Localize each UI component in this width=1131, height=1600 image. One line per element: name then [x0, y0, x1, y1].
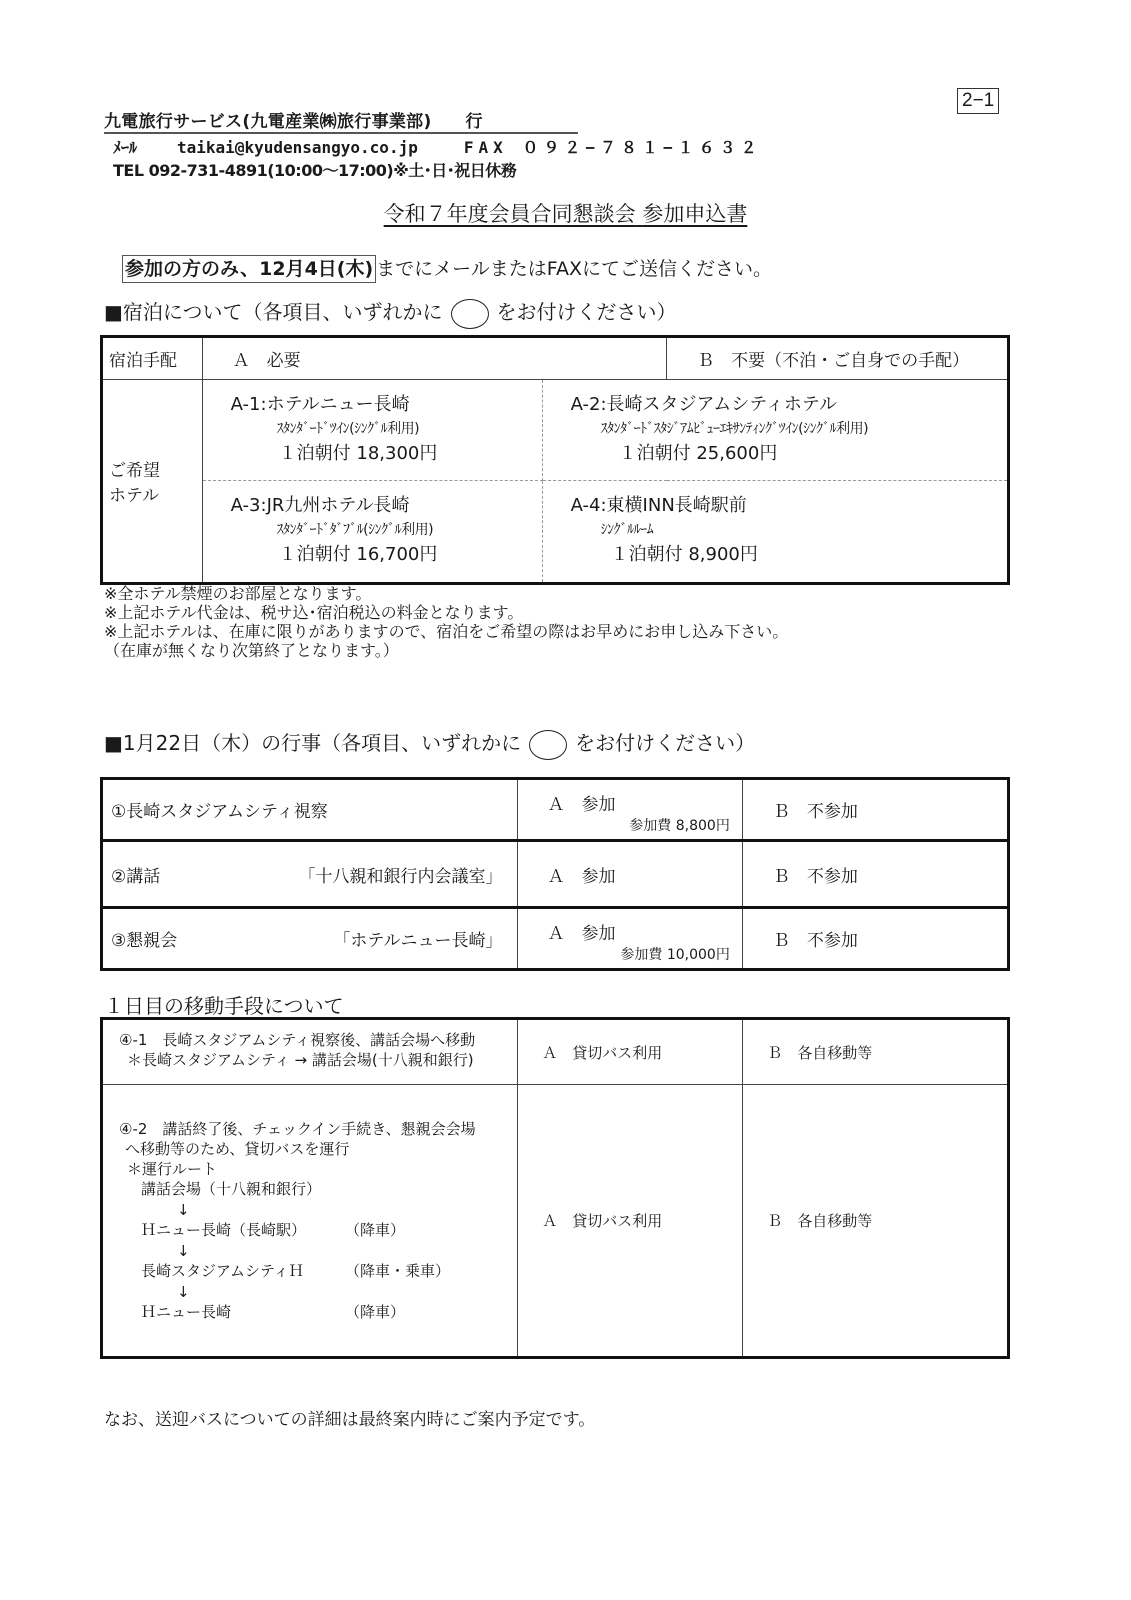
event-title: ②講話 — [111, 866, 161, 887]
option-a-label: Ａ 参加 — [547, 924, 616, 944]
hotel-label-line1: ご希望 — [109, 461, 160, 481]
event-option-a[interactable] — [517, 908, 742, 970]
hotel-name: A-4:東横INN長崎駅前 — [570, 495, 747, 516]
hotel-room: ｼﾝｸﾞﾙﾙｰﾑ — [600, 522, 654, 538]
note-line: ※全ホテル禁煙のお部屋となります。 — [104, 584, 372, 603]
hotel-name: A-2:長崎スタジアムシティホテル — [570, 394, 837, 415]
stop-name: 長崎スタジアムシティＨ — [141, 1262, 304, 1280]
route-stop — [141, 1179, 511, 1200]
lodging-heading-text-2: をお付けください） — [496, 300, 677, 324]
stop-action: （降車・乗車） — [345, 1262, 451, 1280]
event-name — [102, 841, 518, 908]
events-heading-text: ■1月22日（木）の行事（各項目、いずれかに — [104, 731, 522, 755]
transport-desc — [102, 1085, 518, 1358]
hotel-option[interactable] — [542, 380, 1008, 481]
stop-action: （降車） — [345, 1303, 406, 1321]
transport-desc-line: ＊長崎スタジアムシティ → 講話会場(十八親和銀行) — [127, 1051, 474, 1069]
lodging-heading-text: ■宿泊について（各項目、いずれかに — [104, 300, 443, 324]
lodging-notes — [104, 584, 788, 660]
page-title — [0, 198, 1131, 228]
events-heading-text-2: をお付けください） — [575, 731, 756, 755]
event-venue: 「ホテルニュー長崎」 — [333, 931, 503, 951]
event-venue: 「十八親和銀行内会議室」 — [298, 866, 503, 887]
fax-number: FAX ０９２−７８１−１６３２ — [463, 138, 762, 157]
footer-note: なお、送迎バスについての詳細は最終案内時にご案内予定です。 — [104, 1410, 596, 1430]
addressee-suffix: 行 — [465, 112, 483, 132]
hotel-room: ｽﾀﾝﾀﾞｰﾄﾞﾀﾞﾌﾞﾙ(ｼﾝｸﾞﾙ利用) — [276, 522, 434, 538]
route-stop — [141, 1302, 511, 1323]
title-main: 令和７年度会員合同懇談会 — [383, 202, 636, 226]
addressee-name: 九電旅行サービス(九電産業㈱旅行事業部) — [104, 112, 432, 132]
transport-desc — [102, 1019, 518, 1085]
stop-name: Ｈニュー長崎 — [141, 1303, 232, 1321]
arrow-down-icon: ↓ — [177, 1241, 190, 1260]
transport-option-b[interactable]: Ｂ 各自移動等 — [743, 1085, 1009, 1358]
option-a-label: Ａ 参加 — [547, 795, 616, 815]
route-stop — [141, 1220, 511, 1241]
lodging-heading — [104, 296, 677, 329]
note-line: （在庫が無くなり次第終了となります。） — [104, 641, 399, 660]
event-fee: 参加費 10,000円 — [620, 947, 730, 963]
hotel-option[interactable] — [202, 481, 542, 584]
event-option-b[interactable]: Ｂ 不参加 — [742, 779, 1008, 841]
stop-name: Ｈニュー長崎（長崎駅） — [141, 1221, 307, 1239]
arrow-down-icon: ↓ — [177, 1282, 190, 1301]
stop-name: 講話会場（十八親和銀行） — [141, 1180, 322, 1198]
deadline-boxed: 参加の方のみ、12月4日(木) — [122, 255, 376, 283]
arrangement-label: 宿泊手配 — [102, 337, 203, 380]
title-sub: 参加申込書 — [642, 202, 748, 226]
lodging-option-a[interactable]: Ａ 必要 — [202, 337, 666, 380]
lodging-table — [100, 335, 1010, 585]
event-option-a[interactable]: Ａ 参加 — [517, 841, 742, 908]
route-stop — [141, 1261, 511, 1282]
transport-desc-line: ④-1 長崎スタジアムシティ視察後、講話会場へ移動 — [119, 1031, 476, 1049]
hotel-price: １泊朝付 18,300円 — [278, 443, 438, 464]
hotel-price: １泊朝付 25,600円 — [618, 443, 778, 464]
mail-label: ﾒｰﾙ — [113, 138, 138, 157]
transport-option-a[interactable]: Ａ 貸切バス利用 — [518, 1085, 743, 1358]
transport-row — [102, 1085, 1009, 1358]
lodging-option-b[interactable]: Ｂ 不要（不泊・ご自身での手配） — [667, 337, 1009, 380]
event-option-b[interactable]: Ｂ 不参加 — [742, 841, 1008, 908]
stop-action: （降車） — [345, 1221, 406, 1239]
note-line: ※上記ホテル代金は、税サ込･宿泊税込の料金となります。 — [104, 603, 524, 622]
email-address[interactable]: taikai@kyudensangyo.co.jp — [177, 138, 418, 157]
contact-line-1 — [113, 135, 762, 158]
event-option-a[interactable] — [517, 779, 742, 841]
hotel-option[interactable] — [542, 481, 1008, 584]
addressee — [104, 107, 578, 134]
hotel-name: A-3:JR九州ホテル長崎 — [230, 495, 410, 516]
deadline-rest: までにメールまたはFAXにてご送信ください。 — [376, 258, 772, 280]
circle-mark-icon — [529, 730, 567, 760]
hotel-room: ｽﾀﾝﾀﾞｰﾄﾞｽﾀｼﾞｱﾑﾋﾞｭｰｴｷｻﾝﾃｨﾝｸﾞﾂｲﾝ(ｼﾝｸﾞﾙ利用) — [600, 421, 869, 437]
event-title: ③懇親会 — [111, 931, 178, 951]
transport-option-b[interactable]: Ｂ 各自移動等 — [743, 1019, 1009, 1085]
transport-option-a[interactable]: Ａ 貸切バス利用 — [518, 1019, 743, 1085]
hotel-price: １泊朝付 16,700円 — [278, 544, 438, 565]
hotel-price: １泊朝付 8,900円 — [610, 544, 758, 565]
event-name — [102, 779, 518, 841]
events-heading — [104, 727, 755, 760]
hotel-label — [102, 380, 203, 584]
deadline-notice — [122, 254, 772, 281]
event-row — [102, 779, 1009, 841]
transport-heading: １日目の移動手段について — [104, 994, 344, 1018]
hotel-room: ｽﾀﾝﾀﾞｰﾄﾞﾂｲﾝ(ｼﾝｸﾞﾙ利用) — [276, 421, 420, 437]
tel-line: TEL 092-731-4891(10:00～17:00)※土･日･祝日休務 — [113, 161, 517, 180]
transport-table — [100, 1017, 1010, 1359]
event-option-b[interactable]: Ｂ 不参加 — [742, 908, 1008, 970]
event-fee: 参加費 8,800円 — [629, 818, 730, 834]
transport-desc-line: ④-2 講話終了後、チェックイン手続き、懇親会会場 — [119, 1120, 476, 1138]
route-label: ＊運行ルート — [127, 1160, 218, 1178]
arrow-down-icon: ↓ — [177, 1200, 190, 1219]
events-table — [100, 777, 1010, 971]
circle-mark-icon — [451, 299, 489, 329]
event-name — [102, 908, 518, 970]
transport-desc-line: へ移動等のため、貸切バスを運行 — [125, 1140, 350, 1158]
page-number: 2−1 — [957, 88, 999, 114]
hotel-label-line2: ホテル — [109, 486, 160, 506]
transport-row — [102, 1019, 1009, 1085]
hotel-name: A-1:ホテルニュー長崎 — [230, 394, 410, 415]
hotel-option[interactable] — [202, 380, 542, 481]
event-row — [102, 908, 1009, 970]
route-list — [119, 1179, 511, 1323]
event-row — [102, 841, 1009, 908]
note-line: ※上記ホテルは、在庫に限りがありますので、宿泊をご希望の際はお早めにお申し込み下さい。 — [104, 622, 789, 641]
event-title: ①長崎スタジアムシティ視察 — [111, 802, 328, 822]
